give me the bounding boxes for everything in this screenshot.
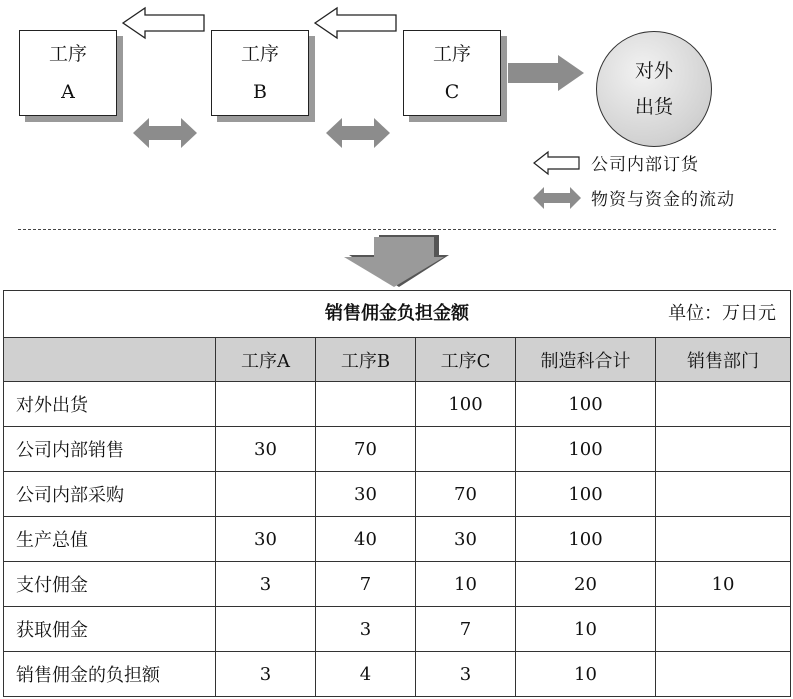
table-cell: 4 <box>316 652 416 697</box>
table-cell: 100 <box>416 382 516 427</box>
header-cell: 工序C <box>416 338 516 382</box>
table-cell: 7 <box>416 607 516 652</box>
table-row <box>4 517 791 562</box>
process-letter: A <box>61 81 75 103</box>
process-box-b <box>211 30 309 116</box>
table-row <box>4 472 791 517</box>
table-title-row <box>4 291 791 338</box>
table-row <box>4 427 791 472</box>
table-row <box>4 382 791 427</box>
table-cell: 70 <box>416 472 516 517</box>
process-box-a <box>19 30 117 116</box>
header-cell: 制造科合计 <box>516 338 656 382</box>
process-name: 工序 <box>48 43 87 65</box>
header-cell: 销售部门 <box>656 338 791 382</box>
table-row <box>4 652 791 697</box>
table-cell: 70 <box>316 427 416 472</box>
external-shipment-circle <box>596 31 712 147</box>
table-cell: 100 <box>516 517 656 562</box>
legend-material-flow-icon <box>532 185 582 211</box>
table-row <box>4 562 791 607</box>
material-flow-bc-icon <box>324 115 392 151</box>
process-name: 工序 <box>240 43 279 65</box>
row-label: 对外出货 <box>4 382 216 427</box>
row-label: 生产总值 <box>4 517 216 562</box>
row-label: 公司内部销售 <box>4 427 216 472</box>
table-cell <box>656 517 791 562</box>
table-cell: 10 <box>656 562 791 607</box>
table-title-cell <box>4 291 791 338</box>
table-cell: 30 <box>316 472 416 517</box>
table-cell: 7 <box>316 562 416 607</box>
table-cell: 100 <box>516 472 656 517</box>
table-cell: 30 <box>216 427 316 472</box>
table-title: 销售佣金负担金额 <box>325 303 470 324</box>
dashed-divider <box>18 229 776 230</box>
table-cell <box>656 427 791 472</box>
process-name: 工序 <box>432 43 471 65</box>
table-cell: 3 <box>416 652 516 697</box>
table-cell: 10 <box>516 607 656 652</box>
table-cell: 40 <box>316 517 416 562</box>
order-arrow-b-to-a-icon <box>120 5 208 41</box>
table-cell: 3 <box>216 562 316 607</box>
table-cell <box>656 382 791 427</box>
process-letter: C <box>444 81 460 103</box>
external-line2: 出货 <box>634 96 673 118</box>
table-cell: 20 <box>516 562 656 607</box>
header-cell: 工序A <box>216 338 316 382</box>
table-cell <box>416 427 516 472</box>
commission-table <box>3 290 791 697</box>
shipment-arrow-icon <box>506 54 586 92</box>
header-cell <box>4 338 216 382</box>
row-label: 公司内部采购 <box>4 472 216 517</box>
table-cell: 10 <box>516 652 656 697</box>
table-cell <box>316 382 416 427</box>
process-letter: B <box>253 81 267 103</box>
table-cell: 30 <box>216 517 316 562</box>
table-cell <box>656 652 791 697</box>
table-cell <box>216 607 316 652</box>
legend-material-flow-label: 物资与资金的流动 <box>591 190 735 210</box>
table-unit: 单位：万日元 <box>668 303 777 324</box>
table-cell: 100 <box>516 427 656 472</box>
legend-order-arrow-icon <box>532 150 582 176</box>
table-row <box>4 607 791 652</box>
table-cell <box>656 472 791 517</box>
legend-internal-order-label: 公司内部订货 <box>591 155 699 175</box>
material-flow-ab-icon <box>131 115 199 151</box>
external-line1: 对外 <box>634 60 673 82</box>
process-box-c <box>403 30 501 116</box>
table-cell <box>656 607 791 652</box>
row-label: 获取佣金 <box>4 607 216 652</box>
table-header-row <box>4 338 791 382</box>
order-arrow-c-to-b-icon <box>312 5 400 41</box>
down-arrow-icon <box>344 235 452 289</box>
table-cell: 30 <box>416 517 516 562</box>
table-cell: 3 <box>316 607 416 652</box>
table-cell <box>216 472 316 517</box>
table-cell <box>216 382 316 427</box>
table-cell: 10 <box>416 562 516 607</box>
row-label: 支付佣金 <box>4 562 216 607</box>
table-cell: 3 <box>216 652 316 697</box>
table-cell: 100 <box>516 382 656 427</box>
row-label: 销售佣金的负担额 <box>4 652 216 697</box>
header-cell: 工序B <box>316 338 416 382</box>
